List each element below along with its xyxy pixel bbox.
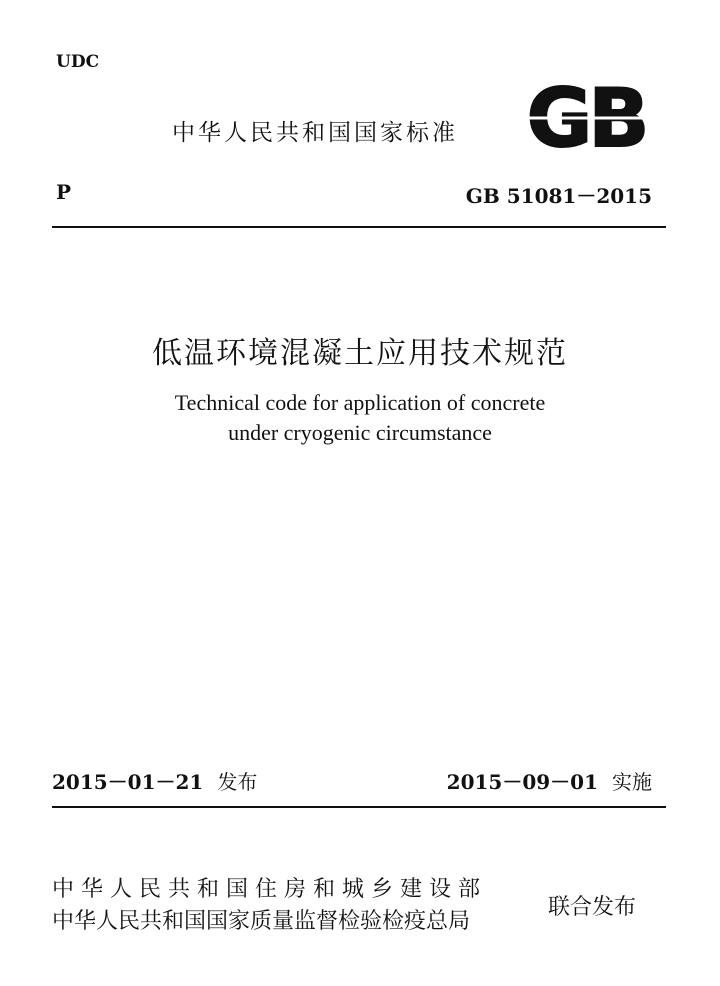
issuers-block — [52, 874, 487, 938]
issuer-line-1: 中华人民共和国住房和城乡建设部 — [52, 877, 488, 902]
title-english — [0, 388, 720, 448]
implement-info — [447, 766, 652, 795]
title-english-line1: Technical code for application of concrete — [174, 390, 546, 415]
title-english-line2: under cryogenic circumstance — [228, 420, 492, 445]
issue-label: 发布 — [217, 770, 258, 794]
joint-issue-label: 联合发布 — [548, 895, 637, 920]
gb-logo — [522, 78, 650, 158]
title-chinese: 低温环境混凝土应用技术规范 — [152, 336, 568, 371]
issue-info — [52, 766, 257, 795]
udc-label: UDC — [56, 52, 100, 72]
issue-date: 2015－01－21 — [52, 770, 204, 794]
standard-number: GB 51081－2015 — [465, 184, 652, 208]
bottom-divider — [52, 806, 666, 808]
issuer-line-2: 中华人民共和国国家质量监督检验检疫总局 — [52, 909, 471, 934]
implement-date: 2015－09－01 — [446, 770, 598, 794]
top-divider — [52, 226, 666, 228]
implement-label: 实施 — [612, 770, 652, 794]
gb-logo-text: GB — [526, 78, 646, 158]
national-standard-label: 中华人民共和国国家标准 — [172, 120, 458, 146]
classification-code: P — [56, 180, 72, 204]
